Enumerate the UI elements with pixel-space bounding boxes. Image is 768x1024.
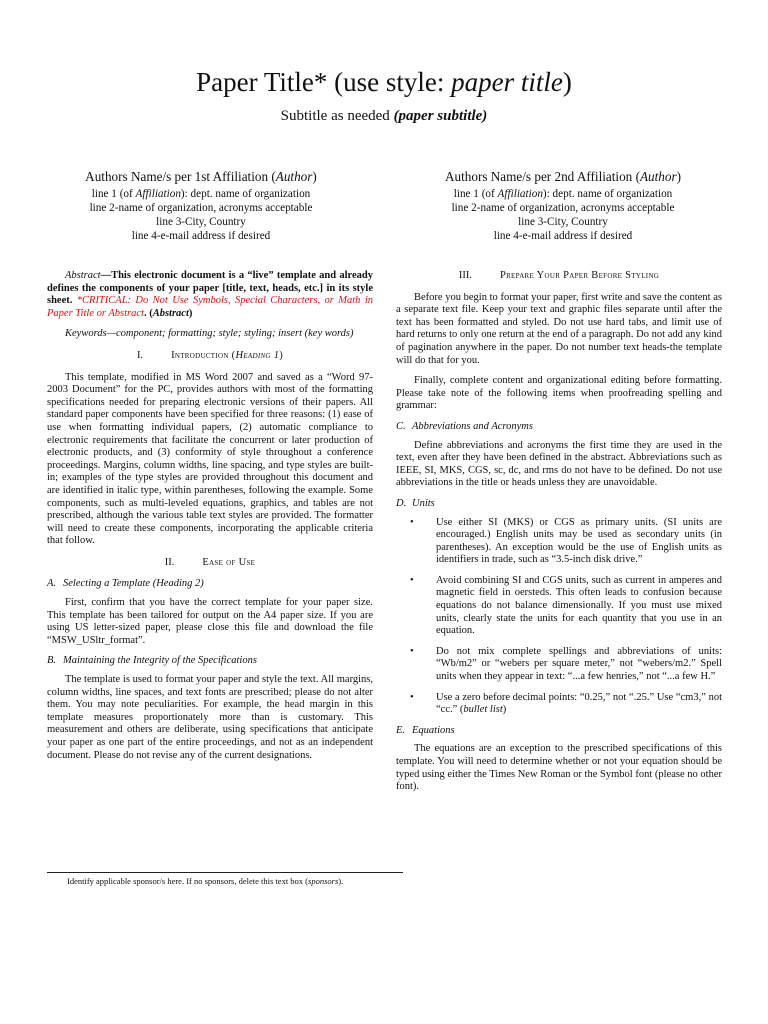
subheading-equations: E. Equations (396, 724, 455, 736)
affiliation-line-1: line 1 (of Affiliation): dept. name of organization (91, 188, 311, 200)
abstract: Abstract—This electronic document is a “live” template and already defines the components of your paper [title, text, heads, etc.] in its style sheet. *CRITICAL: Do Not Use Symbols, Special Characters, or Math in Paper Title or Abstract. (Abstract) (47, 270, 373, 319)
affiliation-line-3: line 3-City, Country (518, 216, 608, 228)
prepare-paragraph-1: Before you begin to format your paper, first write and save the content as a separate text file. Keep your text and graphic files separate until after the text has been formatted and styled. Do not use hard tabs, and limit use of hard returns to only one return at the end of a paragraph. Do not add any kind of pagination anywhere in the paper. Do not number text heads-the template will do that for you. (396, 291, 722, 366)
left-column (47, 270, 373, 770)
units-bullet-list (396, 517, 722, 717)
introduction-paragraph: This template, modified in MS Word 2007 and saved as a “Word 97-2003 Document” for the PC, provides authors with most of the formatting specifications needed for preparing electronic versions of their papers. All standard paper components have been specified for three reasons: (1) ease of use when formatting individual papers, (2) automatic compliance to electronic requirements that facilitate the concurrent or later production of electronic products, and (3) conformity of style throughout a conference proceedings. Margins, column widths, line spacing, and type styles are built-in; examples of the type styles are provided throughout this document and are identified in italic type, within parentheses, following the example. Some components, such as multi-leveled equations, graphics, and tables are not prescribed, although the various table text styles are provided. The formatter will need to create these components, incorporating the applicable criteria that follow. (47, 371, 373, 547)
affiliation-line-4: line 4-e-mail address if desired (493, 230, 633, 242)
list-item: • Do not mix complete spellings and abbreviations of units: “Wb/m2” or “webers per square meter,” not “webers/m2.” Spell units when they appear in text: “...a few henries,” not “...a few H.” (410, 645, 722, 683)
author-block-1 (56, 168, 346, 243)
sponsor-footnote: Identify applicable sponsor/s here. If no sponsors, delete this text box (sponsors). (67, 876, 344, 886)
paper-subtitle (0, 104, 768, 128)
author-name-2: Authors Name/s per 2nd Affiliation (Author) (444, 169, 682, 184)
affiliation-line-3: line 3-City, Country (156, 216, 246, 228)
keywords: Keywords—component; formatting; style; styling; insert (key words) (65, 328, 354, 340)
list-item: • Avoid combining SI and CGS units, such as current in amperes and magnetic field in oersteds. This often leads to confusion because equations do not balance dimensionally. If you must use mixed units, clearly state the units for each quantity that you use in an equation. (410, 574, 722, 637)
affiliation-line-1: line 1 (of Affiliation): dept. name of organization (453, 188, 673, 200)
selecting-template-paragraph: First, confirm that you have the correct template for your paper size. This template has been tailored for output on the A4 paper size. If you are using US letter-sized paper, please close this file and download the file “MSW_USltr_format”. (47, 597, 373, 646)
title-text: Paper Title* (use style: (196, 67, 452, 97)
affiliation-line-2: line 2-name of organization, acronyms acceptable (451, 202, 675, 214)
abbreviations-paragraph: Define abbreviations and acronyms the first time they are used in the text, even after they have been defined in the abstract. Abbreviations such as IEEE, SI, MKS, CGS, sc, dc, and rms do not have to be defined. Do not use abbreviations in the title or heads unless they are unavoidable. (396, 439, 722, 489)
title-end: ) (562, 67, 572, 97)
paper-title (0, 62, 768, 102)
subtitle-italic: (paper subtitle) (393, 108, 488, 124)
right-column (396, 270, 722, 802)
affiliation-line-2: line 2-name of organization, acronyms acceptable (89, 202, 313, 214)
subtitle-text: Subtitle as needed (280, 108, 394, 124)
section-heading-prepare-paper: III. Prepare Your Paper Before Styling (458, 270, 660, 281)
affiliation-line-4: line 4-e-mail address if desired (131, 230, 271, 242)
author-name-1: Authors Name/s per 1st Affiliation (Author) (85, 169, 317, 184)
list-item: • Use a zero before decimal points: “0.25,” not “.25.” Use “cm3,” not “cc.” (bullet list) (410, 691, 722, 716)
maintaining-integrity-paragraph: The template is used to format your paper and style the text. All margins, column widths, line spaces, and text fonts are prescribed; please do not alter them. You may note peculiarities. For example, the head margin in this template measures proportionately more than is customary. This measurement and others are deliberate, using specifications that anticipate your paper as one part of the entire proceedings, and not as an independent document. Please do not revise any of the current designations. (47, 674, 373, 761)
footnote-divider (47, 872, 403, 873)
list-item: • Use either SI (MKS) or CGS as primary units. (SI units are encouraged.) English units may be used as secondary units (in parentheses). An exception would be the use of English units as identifiers in trade, such as “3.5-inch disk drive.” (410, 516, 722, 566)
equations-paragraph: The equations are an exception to the prescribed specifications of this template. You will need to determine whether or not your equation should be typed using either the Times New Roman or the Symbol font (please no other font). (396, 743, 722, 793)
subheading-maintaining-integrity: B. Maintaining the Integrity of the Specifications (47, 655, 257, 667)
prepare-paragraph-2: Finally, complete content and organizational editing before formatting. Please take note of the following items when proofreading spelling and grammar: (396, 375, 722, 412)
subheading-selecting-template: A. Selecting a Template (Heading 2) (47, 578, 204, 590)
subheading-abbreviations: C. Abbreviations and Acronyms (396, 420, 533, 432)
subheading-units: D. Units (396, 497, 435, 509)
author-block-2 (418, 168, 708, 243)
section-heading-introduction: I. Introduction (Heading 1) (136, 349, 284, 361)
section-heading-ease-of-use: II. Ease of Use (164, 556, 256, 568)
title-italic: paper title (451, 67, 563, 97)
